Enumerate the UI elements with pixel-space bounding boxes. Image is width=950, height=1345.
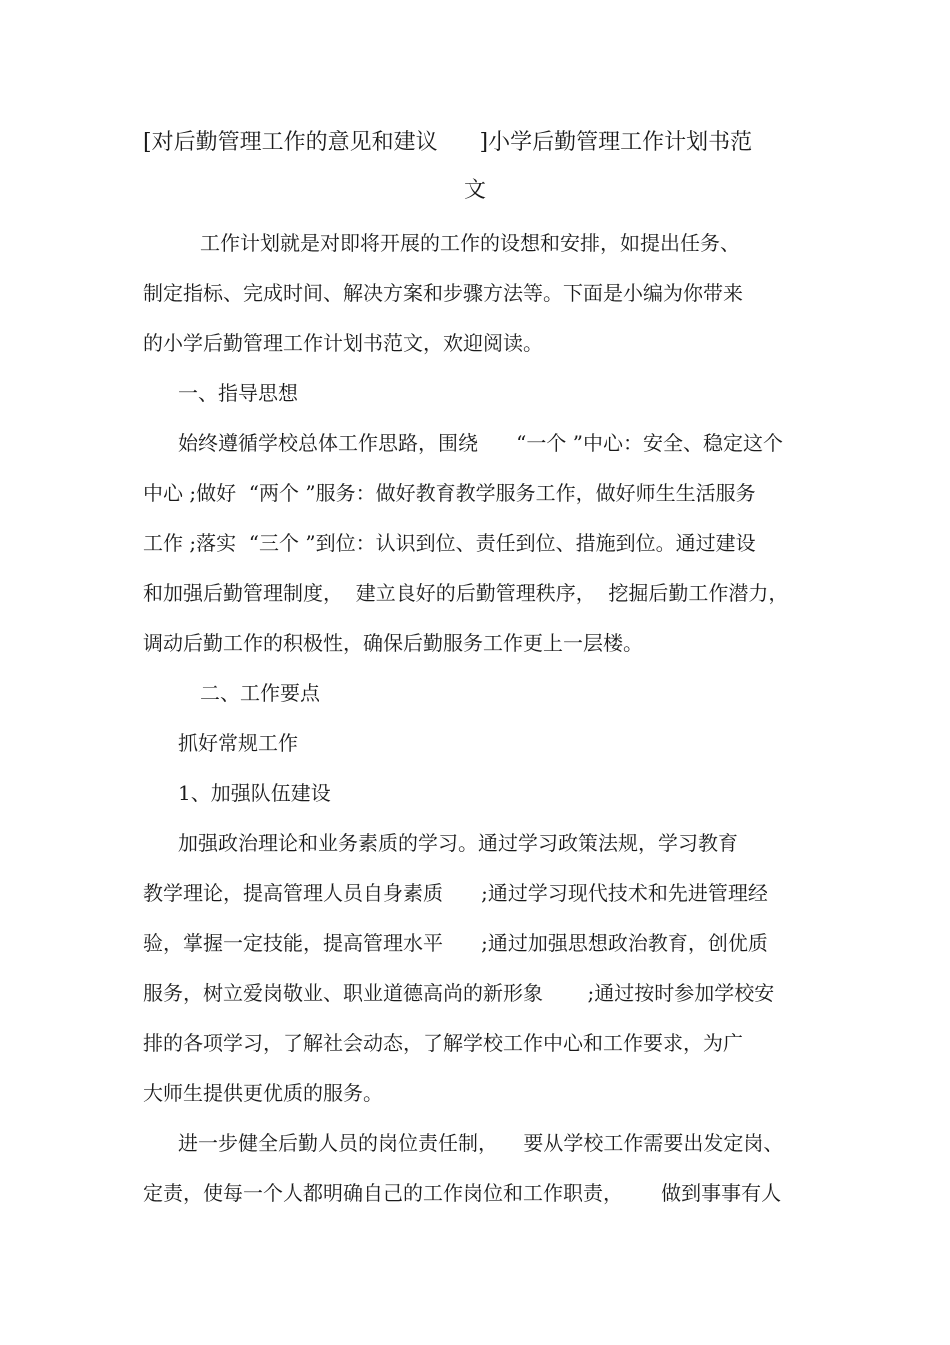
paragraph-line: 加强政治理论和业务素质的学习。通过学习政策法规，学习教育 (178, 831, 738, 855)
paragraph-line: 定责，使每一个人都明确自己的工作岗位和工作职责， 做到事事有人 (143, 1181, 782, 1205)
section-heading: 一、指导思想 (178, 381, 298, 405)
paragraph-line: 工作 ;落实 “三个 ”到位：认识到位、责任到位、措施到位。通过建设 (143, 531, 756, 555)
paragraph-line: 大师生提供更优质的服务。 (143, 1081, 383, 1105)
paragraph-line: 制定指标、完成时间、解决方案和步骤方法等。下面是小编为你带来 (143, 281, 743, 305)
paragraph-line: 服务，树立爱岗敬业、职业道德高尚的新形象 ;通过按时参加学校安 (143, 981, 775, 1005)
paragraph-line: 的小学后勤管理工作计划书范文，欢迎阅读。 (143, 331, 543, 355)
paragraph-line: 调动后勤工作的积极性，确保后勤服务工作更上一层楼。 (143, 631, 643, 655)
document-title-line-1: [对后勤管理工作的意见和建议 ]小学后勤管理工作计划书范 (143, 130, 753, 155)
section-heading: 二、工作要点 (200, 681, 320, 705)
paragraph-line: 始终遵循学校总体工作思路，围绕 “一个 ”中心：安全、稳定这个 (178, 431, 783, 455)
paragraph-line: 中心 ;做好 “两个 ”服务：做好教育教学服务工作，做好师生生活服务 (143, 481, 756, 505)
paragraph-line: 和加强后勤管理制度， 建立良好的后勤管理秩序， 挖掘后勤工作潜力， (143, 581, 789, 605)
subsection-heading: 1、加强队伍建设 (178, 781, 331, 805)
paragraph-line: 工作计划就是对即将开展的工作的设想和安排，如提出任务、 (200, 231, 740, 255)
paragraph-line: 排的各项学习，了解社会动态，了解学校工作中心和工作要求，为广 (143, 1031, 743, 1055)
paragraph-line: 验，掌握一定技能，提高管理水平 ;通过加强思想政治教育，创优质 (143, 931, 768, 955)
paragraph-line: 进一步健全后勤人员的岗位责任制， 要从学校工作需要出发定岗、 (178, 1131, 784, 1155)
paragraph-line: 教学理论，提高管理人员自身素质 ;通过学习现代技术和先进管理经 (143, 881, 768, 905)
subsection-heading: 抓好常规工作 (178, 731, 298, 755)
document-title-line-2: 文 (463, 178, 486, 203)
